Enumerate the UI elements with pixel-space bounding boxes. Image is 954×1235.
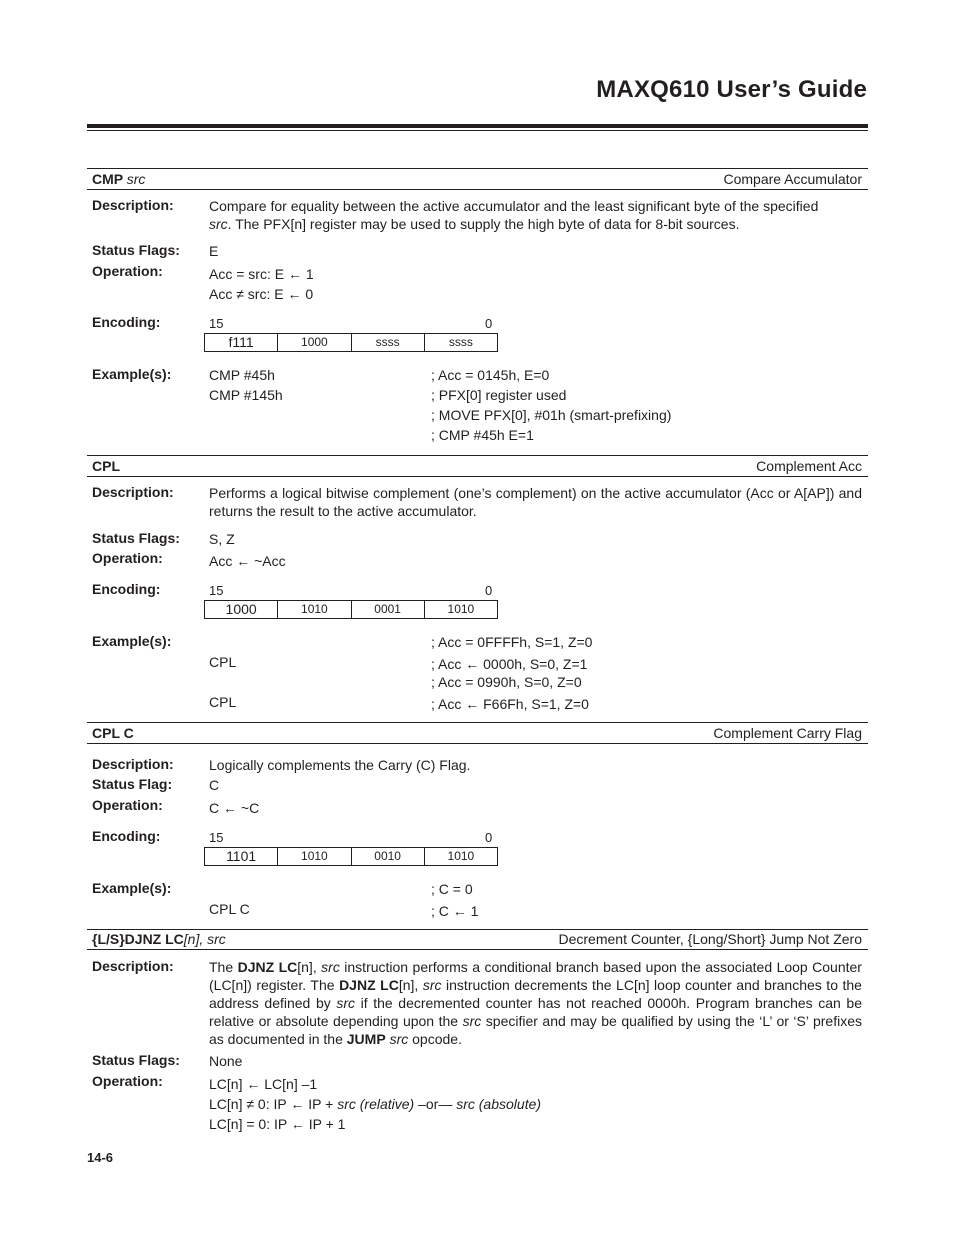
page-title: MAXQ610 User’s Guide — [596, 76, 867, 103]
encoding-cell: 1010 — [278, 601, 351, 618]
desc-line: . The PFX[n] register may be used to supply the high byte of data for 8-bit sources. — [227, 216, 740, 232]
bit-0: 0 — [485, 583, 493, 598]
encoding-cell: 0001 — [352, 601, 425, 618]
desc-italic: src — [389, 1031, 409, 1047]
encoding-label: Encoding: — [92, 828, 161, 844]
example-comment: ; Acc = 0FFFFh, S=1, Z=0 — [431, 634, 593, 650]
example-code: CPL C — [209, 901, 250, 917]
encoding-cell: 1010 — [278, 848, 351, 865]
bit-0: 0 — [485, 830, 493, 845]
op-italic: src (relative) — [337, 1096, 415, 1112]
desc-italic: src — [209, 216, 228, 232]
section-rule — [87, 168, 868, 169]
bit-15: 15 — [209, 316, 224, 331]
example-comment: ; C = 0 — [431, 881, 473, 897]
example-comment: ; Acc = 0990h, S=0, Z=0 — [431, 674, 582, 690]
title-rule-thin — [87, 130, 868, 131]
desc-italic: src — [462, 1013, 482, 1029]
desc-run: instruction decrements the LC[n] loop counter and branches to the address defined by — [209, 977, 862, 1011]
desc-run: specifier and may be qualified by using the ‘L’ or ‘S’ prefixes as documented in the — [209, 1013, 863, 1047]
bit-15: 15 — [209, 583, 224, 598]
instruction-name: Complement Carry Flag — [713, 725, 862, 741]
description-text: Performs a logical bitwise complement (one’s complement) on the active accumulator (Acc or A[AP]) and returns the result to the active accumulator. — [209, 485, 862, 519]
status-flags: S, Z — [209, 531, 235, 547]
section-rule — [87, 929, 868, 930]
status-flags: E — [209, 243, 219, 259]
encoding-label: Encoding: — [92, 581, 161, 597]
mnemonic: CMP — [92, 171, 123, 187]
encoding-cell: 0010 — [352, 848, 425, 865]
encoding-table — [204, 600, 498, 619]
bit-0: 0 — [485, 316, 493, 331]
desc-bold: JUMP — [346, 1031, 386, 1047]
instruction-header — [92, 931, 226, 947]
operation-line — [209, 1095, 541, 1113]
encoding-cell: 1000 — [278, 334, 351, 351]
description-text — [209, 197, 862, 233]
operand: [n], src — [183, 931, 226, 947]
status-flags-label: Status Flags: — [92, 530, 180, 546]
example-comment: ; PFX[0] register used — [431, 387, 567, 403]
desc-run: instruction performs a conditional branch based upon the associated Loop Counter (LC[n]) register. The — [209, 959, 862, 993]
instruction-header: CPL C — [92, 725, 134, 741]
encoding-table — [204, 333, 498, 352]
section-rule — [87, 743, 868, 744]
operation-line: LC[n] = 0: IP ← IP + 1 — [209, 1116, 346, 1132]
title-rule-thick — [87, 124, 868, 128]
operation-label: Operation: — [92, 550, 163, 566]
section-rule — [87, 189, 868, 190]
example-comment: ; CMP #45h E=1 — [431, 427, 534, 443]
operation-line: LC[n] ← LC[n] –1 — [209, 1076, 318, 1092]
desc-italic: src — [336, 995, 356, 1011]
examples-label: Example(s): — [92, 880, 172, 896]
encoding-cell: 1101 — [205, 848, 278, 865]
example-comment: ; Acc ← F66Fh, S=1, Z=0 — [431, 696, 589, 712]
encoding-cell: f111 — [205, 334, 278, 351]
description-label: Description: — [92, 484, 174, 500]
description-label: Description: — [92, 958, 174, 974]
desc-line: Compare for equality between the active accumulator and the least significant byte of the specified — [209, 198, 819, 214]
operation-label: Operation: — [92, 263, 163, 279]
instruction-name: Compare Accumulator — [723, 171, 862, 187]
mnemonic: {L/S}DJNZ LC — [92, 931, 184, 947]
encoding-cell: ssss — [352, 334, 425, 351]
desc-run: The — [209, 959, 238, 975]
page-number: 14-6 — [87, 1150, 114, 1165]
section-rule — [87, 722, 868, 723]
status-flags: C — [209, 777, 220, 793]
section-rule — [87, 455, 868, 456]
description-text: Logically complements the Carry (C) Flag. — [209, 757, 471, 773]
instruction-header — [92, 171, 145, 187]
example-comment: ; MOVE PFX[0], #01h (smart-prefixing) — [431, 407, 672, 423]
example-code: CMP #45h — [209, 367, 275, 383]
status-flag-label: Status Flag: — [92, 776, 173, 792]
encoding-table — [204, 847, 498, 866]
op-run: LC[n] ≠ 0: IP ← IP + — [209, 1096, 338, 1112]
encoding-cell: 1010 — [447, 602, 475, 616]
example-comment: ; C ← 1 — [431, 903, 479, 919]
example-code: CPL — [209, 654, 237, 670]
op-italic: src (absolute) — [456, 1096, 542, 1112]
encoding-label: Encoding: — [92, 314, 161, 330]
desc-run: [n], — [297, 959, 322, 975]
op-run: –or— — [414, 1096, 457, 1112]
desc-italic: src — [321, 959, 340, 975]
encoding-cell: 1000 — [205, 601, 278, 618]
operand: src — [126, 171, 146, 187]
operation-line: C ← ~C — [209, 800, 260, 816]
desc-bold: DJNZ LC — [237, 959, 298, 975]
status-flags-label: Status Flags: — [92, 1052, 180, 1068]
operation-line: Acc = src: E ← 1 — [209, 266, 314, 282]
description-label: Description: — [92, 756, 174, 772]
example-code: CPL — [209, 694, 237, 710]
section-rule — [87, 949, 868, 950]
desc-run: if the decremented counter has not reached 0000h. Program branches can be relative or absolute depending upon the — [209, 995, 862, 1029]
desc-italic: src — [422, 977, 442, 993]
description-text — [209, 958, 862, 1048]
desc-bold: DJNZ LC — [339, 977, 399, 993]
instruction-header: CPL — [92, 458, 120, 474]
operation-label: Operation: — [92, 1073, 163, 1089]
examples-label: Example(s): — [92, 633, 172, 649]
examples-label: Example(s): — [92, 366, 172, 382]
example-code: CMP #145h — [209, 387, 283, 403]
section-rule — [87, 476, 868, 477]
description-label: Description: — [92, 197, 174, 213]
instruction-name: Decrement Counter, {Long/Short} Jump Not Zero — [558, 931, 862, 947]
status-flags-label: Status Flags: — [92, 242, 180, 258]
instruction-name: Complement Acc — [756, 458, 862, 474]
bit-15: 15 — [209, 830, 224, 845]
operation-line: Acc ← ~Acc — [209, 553, 286, 569]
desc-run: [n], — [398, 977, 423, 993]
example-comment: ; Acc = 0145h, E=0 — [431, 367, 550, 383]
encoding-cell: ssss — [448, 335, 473, 349]
example-comment: ; Acc ← 0000h, S=0, Z=1 — [431, 656, 588, 672]
operation-label: Operation: — [92, 797, 163, 813]
status-flags: None — [209, 1053, 243, 1069]
desc-run: opcode. — [408, 1031, 462, 1047]
encoding-cell: 1010 — [447, 849, 475, 863]
operation-line: Acc ≠ src: E ← 0 — [209, 286, 314, 302]
